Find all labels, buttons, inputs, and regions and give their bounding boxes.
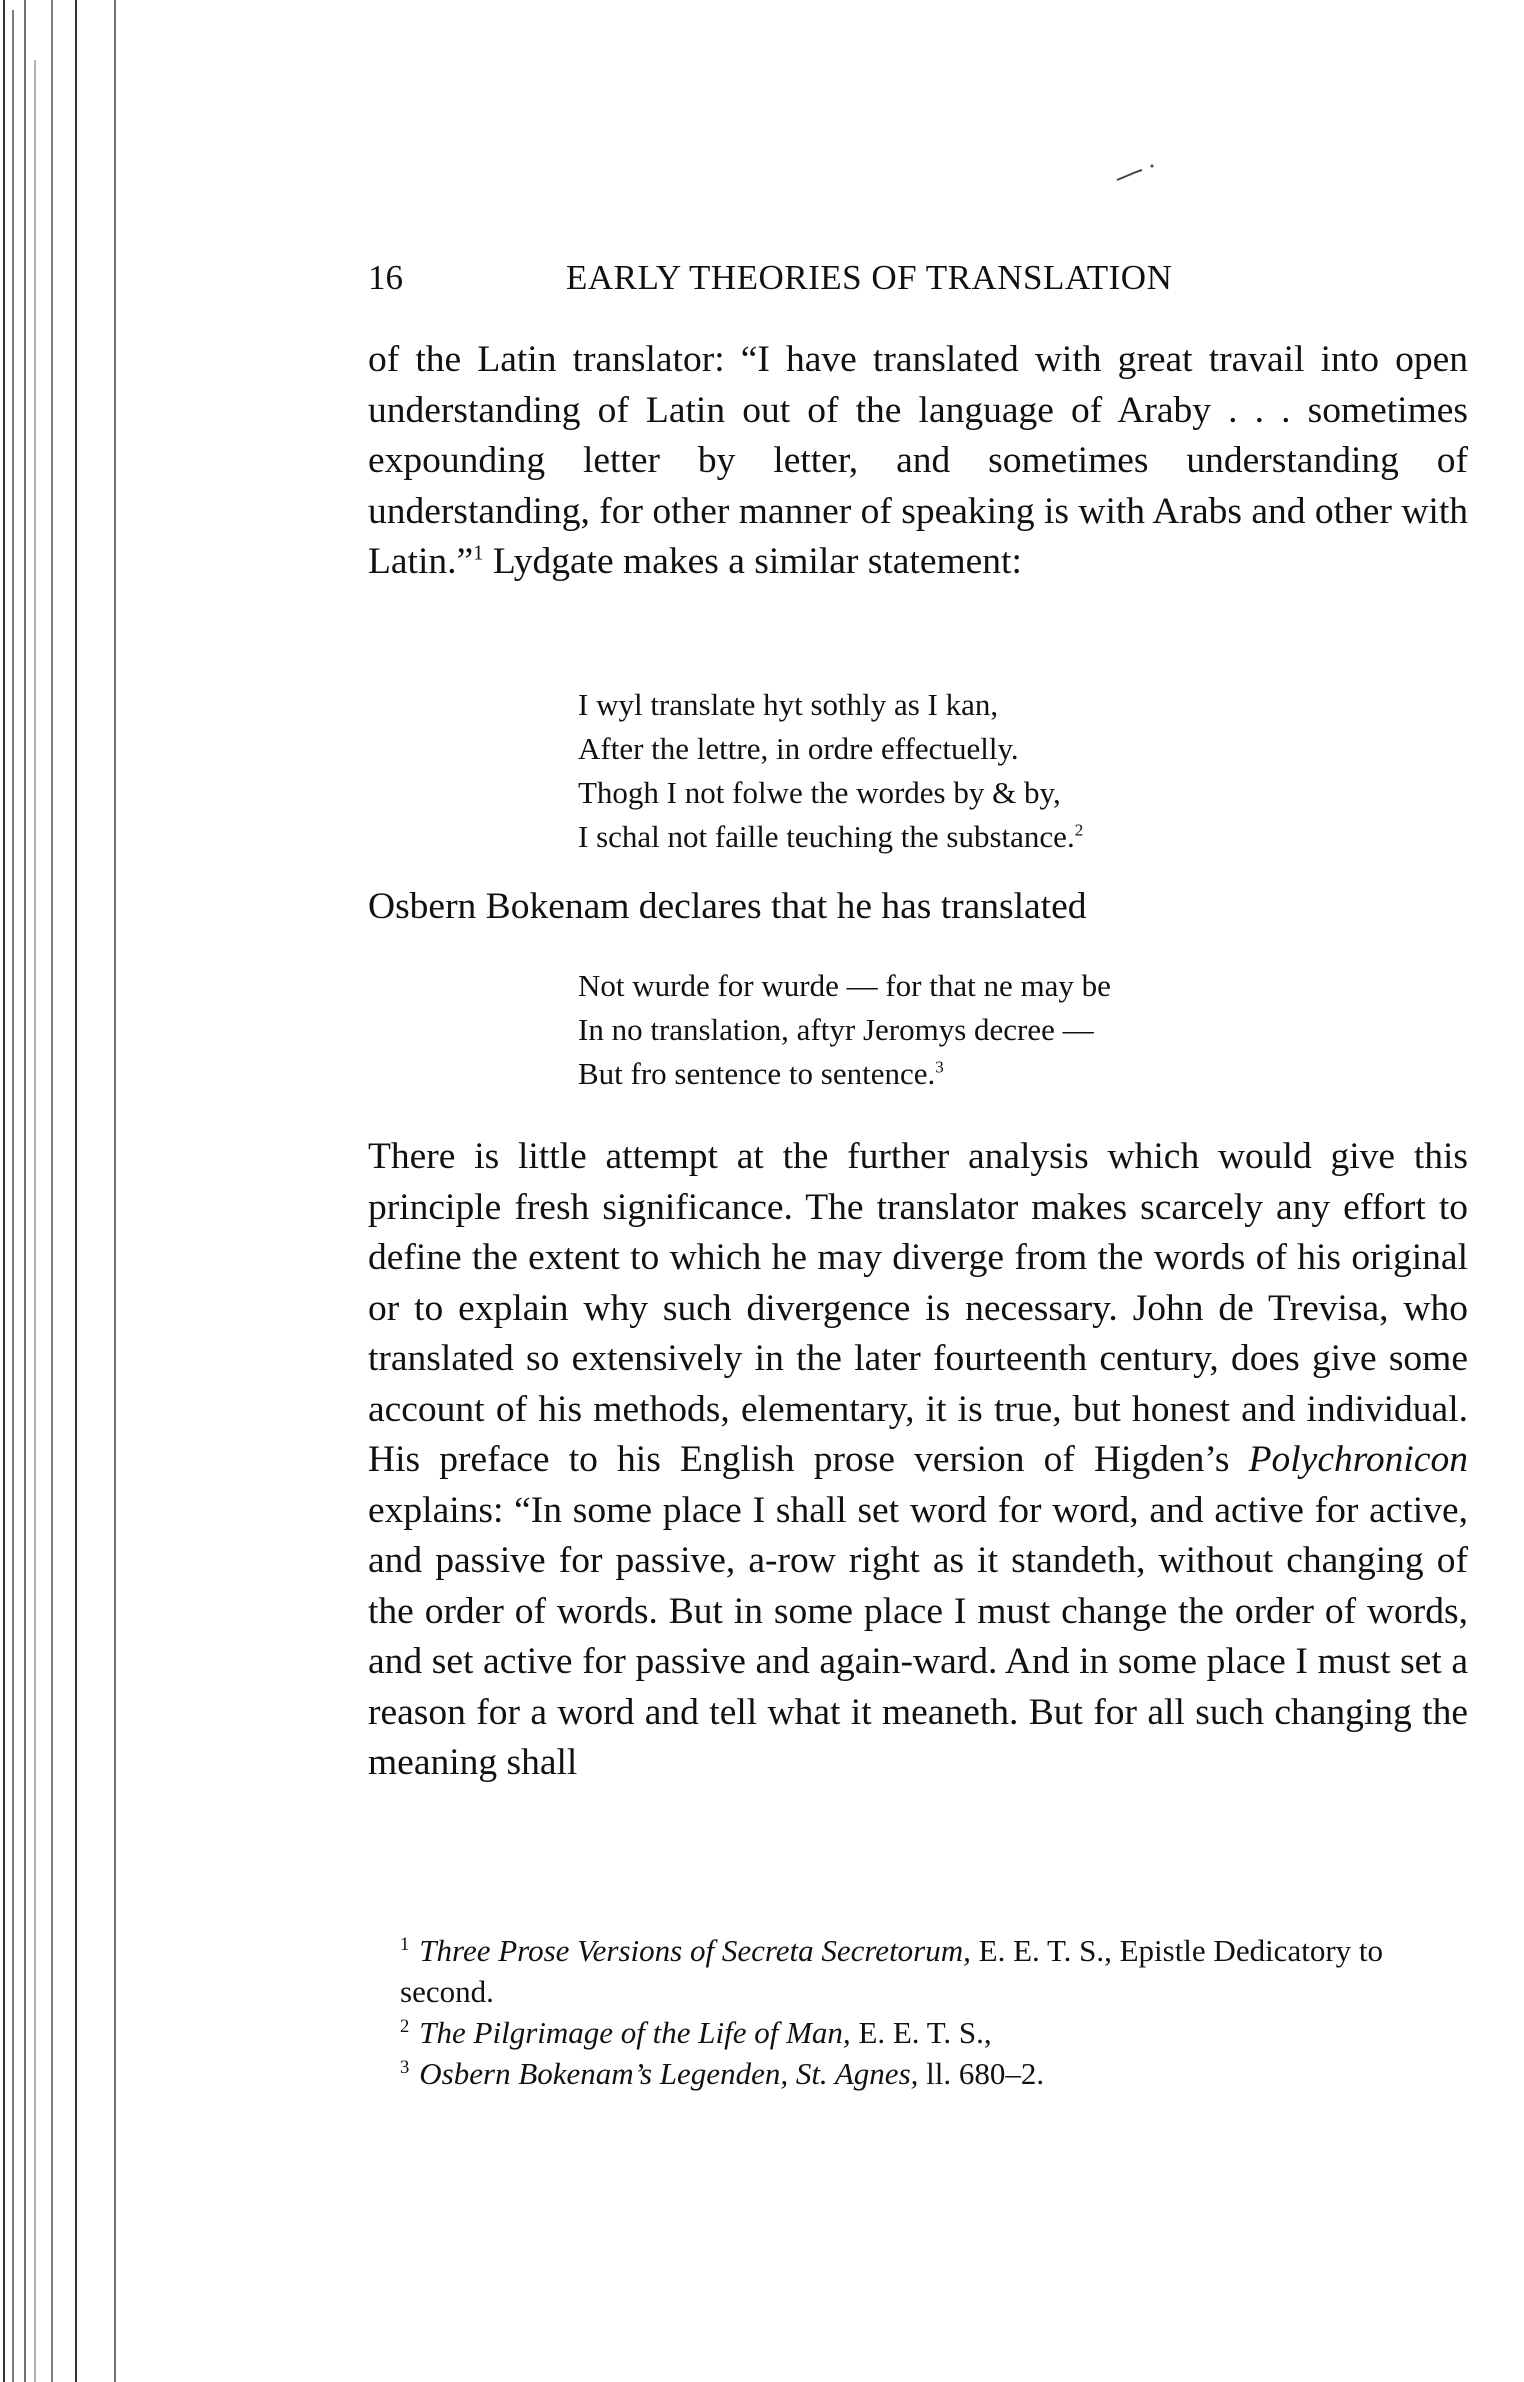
- footnote-title: The Pilgrimage of the Life of Man,: [419, 2015, 851, 2050]
- verse-line: In no translation, aftyr Jeromys decree —: [578, 1012, 1094, 1047]
- footnote-3: [368, 2053, 1468, 2094]
- footnote-number: 2: [400, 2015, 410, 2037]
- paragraph-3-text: There is little attempt at the further analysis which would give this principle fresh significance. The translator makes scarcely any effort to define the extent to which he may diverge from the words of his original or to explain why such divergence is necessary. John de Trevisa, who translated so extensively in the later fourteenth century, does give some account of his methods, elementary, it is true, but honest and individual. His preface to his English prose version of Higden’s: [368, 1136, 1468, 1480]
- note-ref-3: 3: [935, 1057, 944, 1077]
- footnote-text: E. E. T. S., Epistle Dedicatory to second.: [400, 1933, 1384, 2009]
- page-number: 16: [368, 258, 403, 297]
- footnote-text: E. E. T. S.,: [850, 2015, 992, 2050]
- paragraph-1: [368, 335, 1468, 588]
- verse-quote-bokenam: [578, 964, 1378, 1096]
- paragraph-3-text-after: explains: “In some place I shall set word for word, and active for active, and passive for passive, a-row right as it standeth, without changing of the order of words. But in some place I must change the order of words, and set active for passive and again-ward. And in some place I must set a reason for a word and tell what it meaneth. But for all such changing the meaning shall: [368, 1489, 1468, 1783]
- verse-quote-lydgate: [578, 683, 1378, 859]
- footnote-number: 3: [400, 2056, 410, 2078]
- paragraph-2-text: Osbern Bokenam declares that he has translated: [368, 886, 1087, 927]
- paragraph-3: [368, 1132, 1468, 1789]
- verse-line: After the lettre, in ordre effectuelly.: [578, 731, 1019, 766]
- footnote-number: 1: [400, 1933, 410, 1955]
- paragraph-1-text-after: Lydgate makes a similar statement:: [483, 541, 1022, 582]
- running-title: EARLY THEORIES OF TRANSLATION: [566, 258, 1173, 297]
- paragraph-2: [368, 882, 1468, 933]
- verse-line-last: [578, 815, 1378, 859]
- footnote-1: [368, 1930, 1468, 2012]
- ink-speck-mark: [1112, 158, 1172, 188]
- running-head: [368, 258, 1303, 298]
- paragraph-1-text: of the Latin translator: “I have translated with great travail into open understanding of Latin out of the language of Araby . . . sometimes expounding letter by letter, and sometimes understanding of understanding, for other manner of speaking is with Arabs and other with Latin.”: [368, 339, 1468, 582]
- footnote-text: ll. 680–2.: [918, 2056, 1045, 2091]
- verse-line: Not wurde for wurde — for that ne may be: [578, 968, 1111, 1003]
- verse-line-text: I schal not faille teuching the substance.: [578, 819, 1075, 854]
- footnotes: [368, 1930, 1468, 2094]
- verse-line-last: [578, 1052, 1378, 1096]
- verse-line: Thogh I not folwe the wordes by & by,: [578, 775, 1061, 810]
- verse-line: I wyl translate hyt sothly as I kan,: [578, 687, 999, 722]
- footnote-title: Three Prose Versions of Secreta Secretorum,: [419, 1933, 971, 1968]
- book-title-polychronicon: Polychronicon: [1248, 1439, 1468, 1480]
- footnote-2: [368, 2012, 1468, 2053]
- binding-edge-lines: [0, 0, 130, 2382]
- note-ref-1: 1: [473, 542, 484, 565]
- note-ref-2: 2: [1074, 820, 1084, 840]
- verse-line-text: But fro sentence to sentence.: [578, 1056, 936, 1091]
- footnote-title: Osbern Bokenam’s Legenden, St. Agnes,: [419, 2056, 919, 2091]
